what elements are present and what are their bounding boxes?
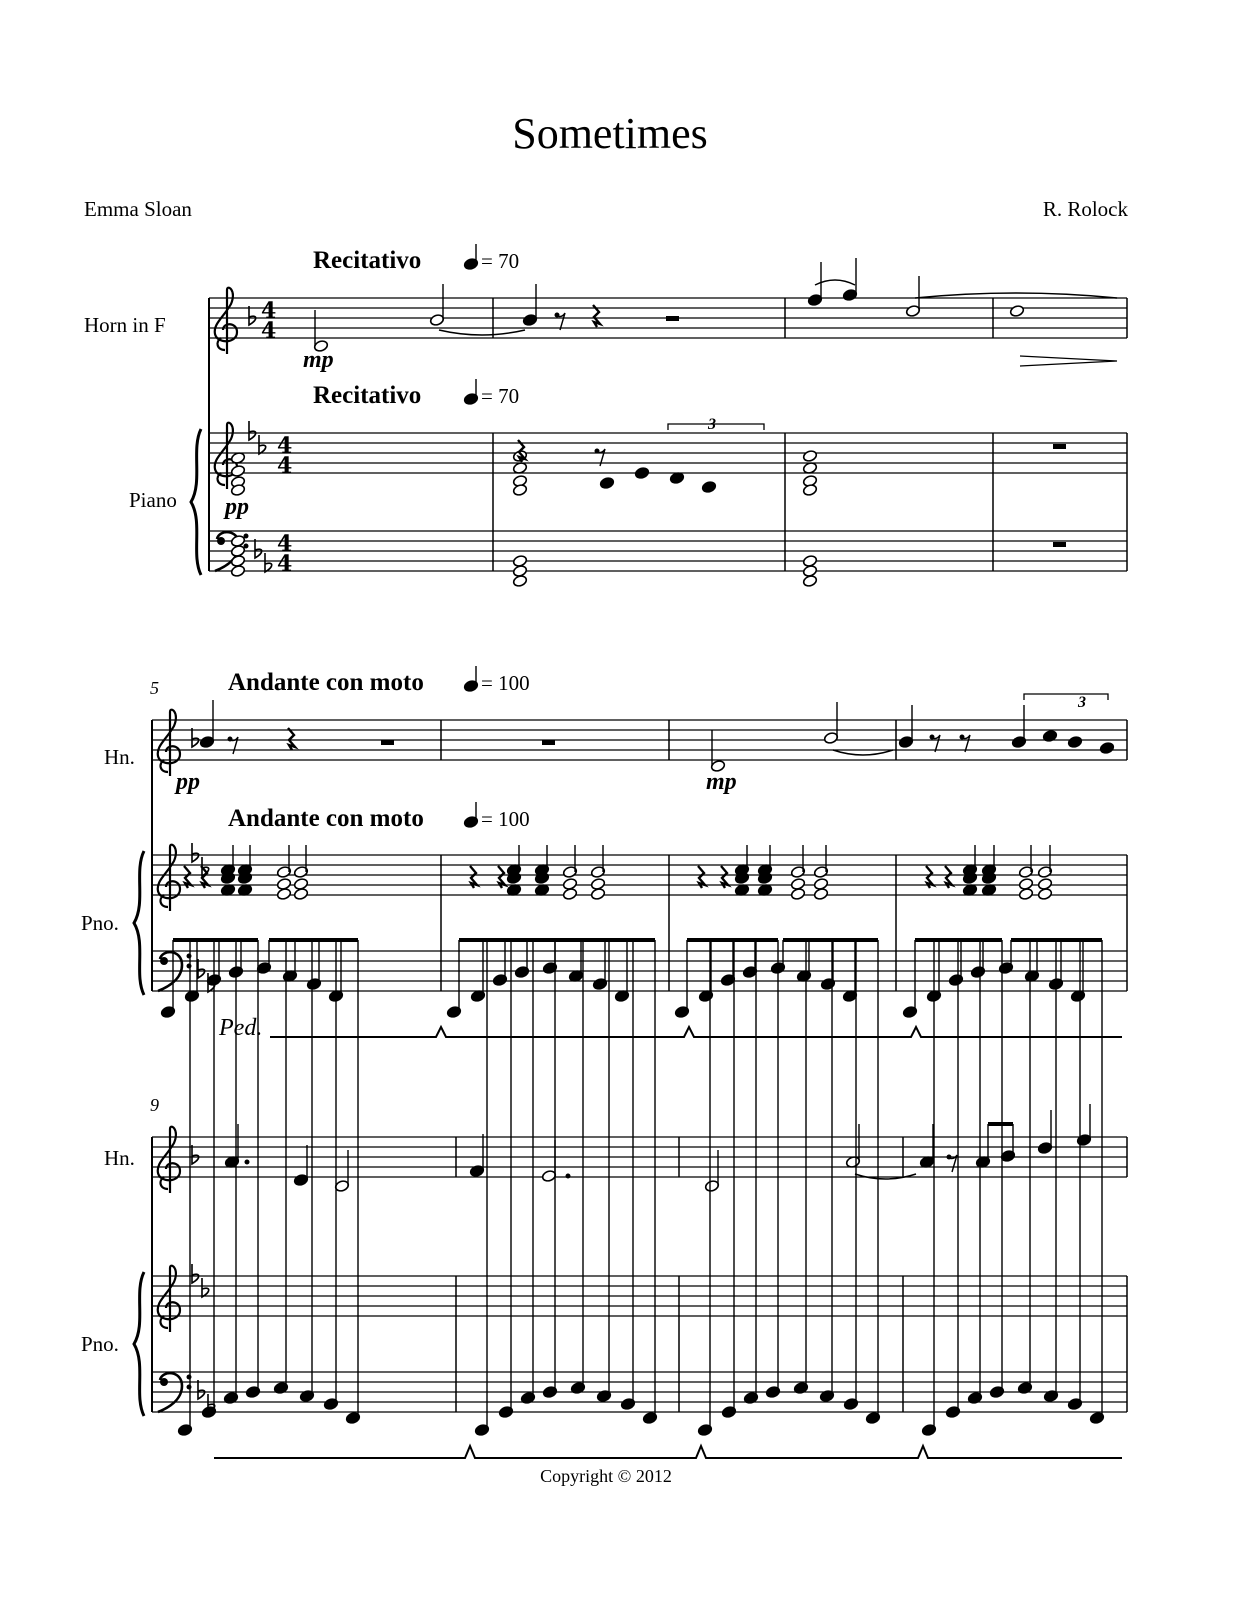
note [802, 449, 817, 462]
tempo-value-horn-andante: = 100 [481, 671, 530, 695]
flat-icon [192, 1264, 199, 1283]
bass-clef-dot [160, 957, 168, 965]
bass-clef-dot [187, 1385, 192, 1390]
piano-brace-icon [191, 429, 201, 575]
instrument-label-horn: Horn in F [84, 313, 166, 337]
tie [833, 750, 893, 755]
lyricist: Emma Sloan [84, 197, 192, 221]
note [1067, 735, 1082, 748]
time-signature-numerator: 4 [277, 531, 293, 557]
note [1037, 887, 1052, 900]
dynamic-mp-m7: mp [706, 769, 737, 795]
whole-rest [542, 740, 555, 745]
measure-number-9: 9 [150, 1095, 159, 1115]
note [230, 564, 245, 577]
quarter-rest [470, 866, 477, 888]
bass-clef-dot [160, 1378, 168, 1386]
note [802, 574, 817, 587]
dot [245, 1160, 250, 1165]
time-signature-numerator: 4 [277, 433, 293, 459]
tie [439, 330, 525, 335]
whole-rest [1053, 444, 1066, 449]
flat-icon [249, 306, 256, 325]
note [562, 887, 577, 900]
bass-clef-dot [217, 537, 225, 545]
flat-icon [198, 1380, 205, 1399]
flat-icon [192, 843, 199, 862]
tempo-value-piano-andante: = 100 [481, 807, 530, 831]
time-signature-denominator: 4 [277, 453, 293, 479]
whole-rest [666, 316, 679, 321]
tempo-value-horn-recitativo: = 70 [481, 249, 520, 273]
decrescendo-hairpin [1020, 356, 1117, 366]
note [293, 887, 308, 900]
quarter-rest [698, 866, 705, 888]
quarter-rest [498, 866, 505, 888]
quarter-rest [945, 866, 952, 888]
dot [566, 1174, 571, 1179]
note [512, 574, 527, 587]
flat-icon [192, 1145, 199, 1164]
tuplet-number-m8: 3 [1078, 694, 1086, 711]
note [701, 480, 716, 493]
dynamic-mp-m1: mp [303, 347, 334, 373]
tie [915, 293, 1117, 298]
instrument-label-horn-short-s3: Hn. [104, 1146, 135, 1170]
note [1099, 741, 1114, 754]
piano-brace-icon [134, 851, 144, 995]
whole-rest [1053, 542, 1066, 547]
flat-icon [265, 553, 272, 572]
tempo-marking-horn-andante: Andante con moto [228, 669, 424, 696]
note [790, 887, 805, 900]
flat-icon [202, 1278, 209, 1297]
measure-number-5: 5 [150, 678, 159, 698]
instrument-label-piano-short-s3: Pno. [81, 1332, 119, 1356]
pedal-line [270, 1027, 1122, 1037]
instrument-label-piano: Piano [129, 488, 177, 512]
bass-clef-dot [187, 954, 192, 959]
note [276, 887, 291, 900]
flat-icon [259, 435, 266, 454]
tuplet-number-m2: 3 [708, 416, 716, 433]
flat-icon [192, 728, 199, 747]
composer: R. Rolock [1042, 197, 1128, 221]
note [590, 887, 605, 900]
quarter-rest [926, 866, 933, 888]
flat-icon [249, 421, 256, 440]
quarter-rest [721, 866, 728, 888]
staff-lines [152, 298, 1127, 1412]
quarter-rest [184, 866, 191, 888]
pedal-marking: Ped. [219, 1015, 263, 1041]
tempo-marking-piano-recitativo: Recitativo [313, 382, 422, 409]
bass-clef-dot [187, 964, 192, 969]
piano-brace-icon [134, 1272, 144, 1416]
whole-rest [381, 740, 394, 745]
dynamic-pp-piano-m1: pp [225, 494, 249, 520]
copyright: Copyright © 2012 [540, 1466, 672, 1486]
note [634, 466, 649, 479]
page-title: Sometimes [512, 109, 708, 158]
flat-icon [198, 959, 205, 978]
time-signature-denominator: 4 [277, 551, 293, 577]
time-signature-numerator: 4 [261, 298, 277, 324]
flat-icon [255, 539, 262, 558]
pedal-line [214, 1446, 1122, 1458]
note [1018, 887, 1033, 900]
tuplet-bracket [1024, 694, 1108, 700]
instrument-label-piano-short-s2: Pno. [81, 911, 119, 935]
tempo-value-piano-recitativo: = 70 [481, 384, 520, 408]
instrument-label-horn-short-s2: Hn. [104, 745, 135, 769]
note [599, 476, 614, 489]
quarter-rest [288, 728, 295, 750]
bass-clef-dot [187, 1375, 192, 1380]
time-signature-denominator: 4 [261, 318, 277, 344]
note [813, 887, 828, 900]
tempo-marking-piano-andante: Andante con moto [228, 805, 424, 832]
note [1009, 304, 1024, 317]
tempo-marking-horn-recitativo: Recitativo [313, 247, 422, 274]
dynamic-pp-m5: pp [176, 769, 200, 795]
tuplet-bracket [668, 424, 764, 430]
